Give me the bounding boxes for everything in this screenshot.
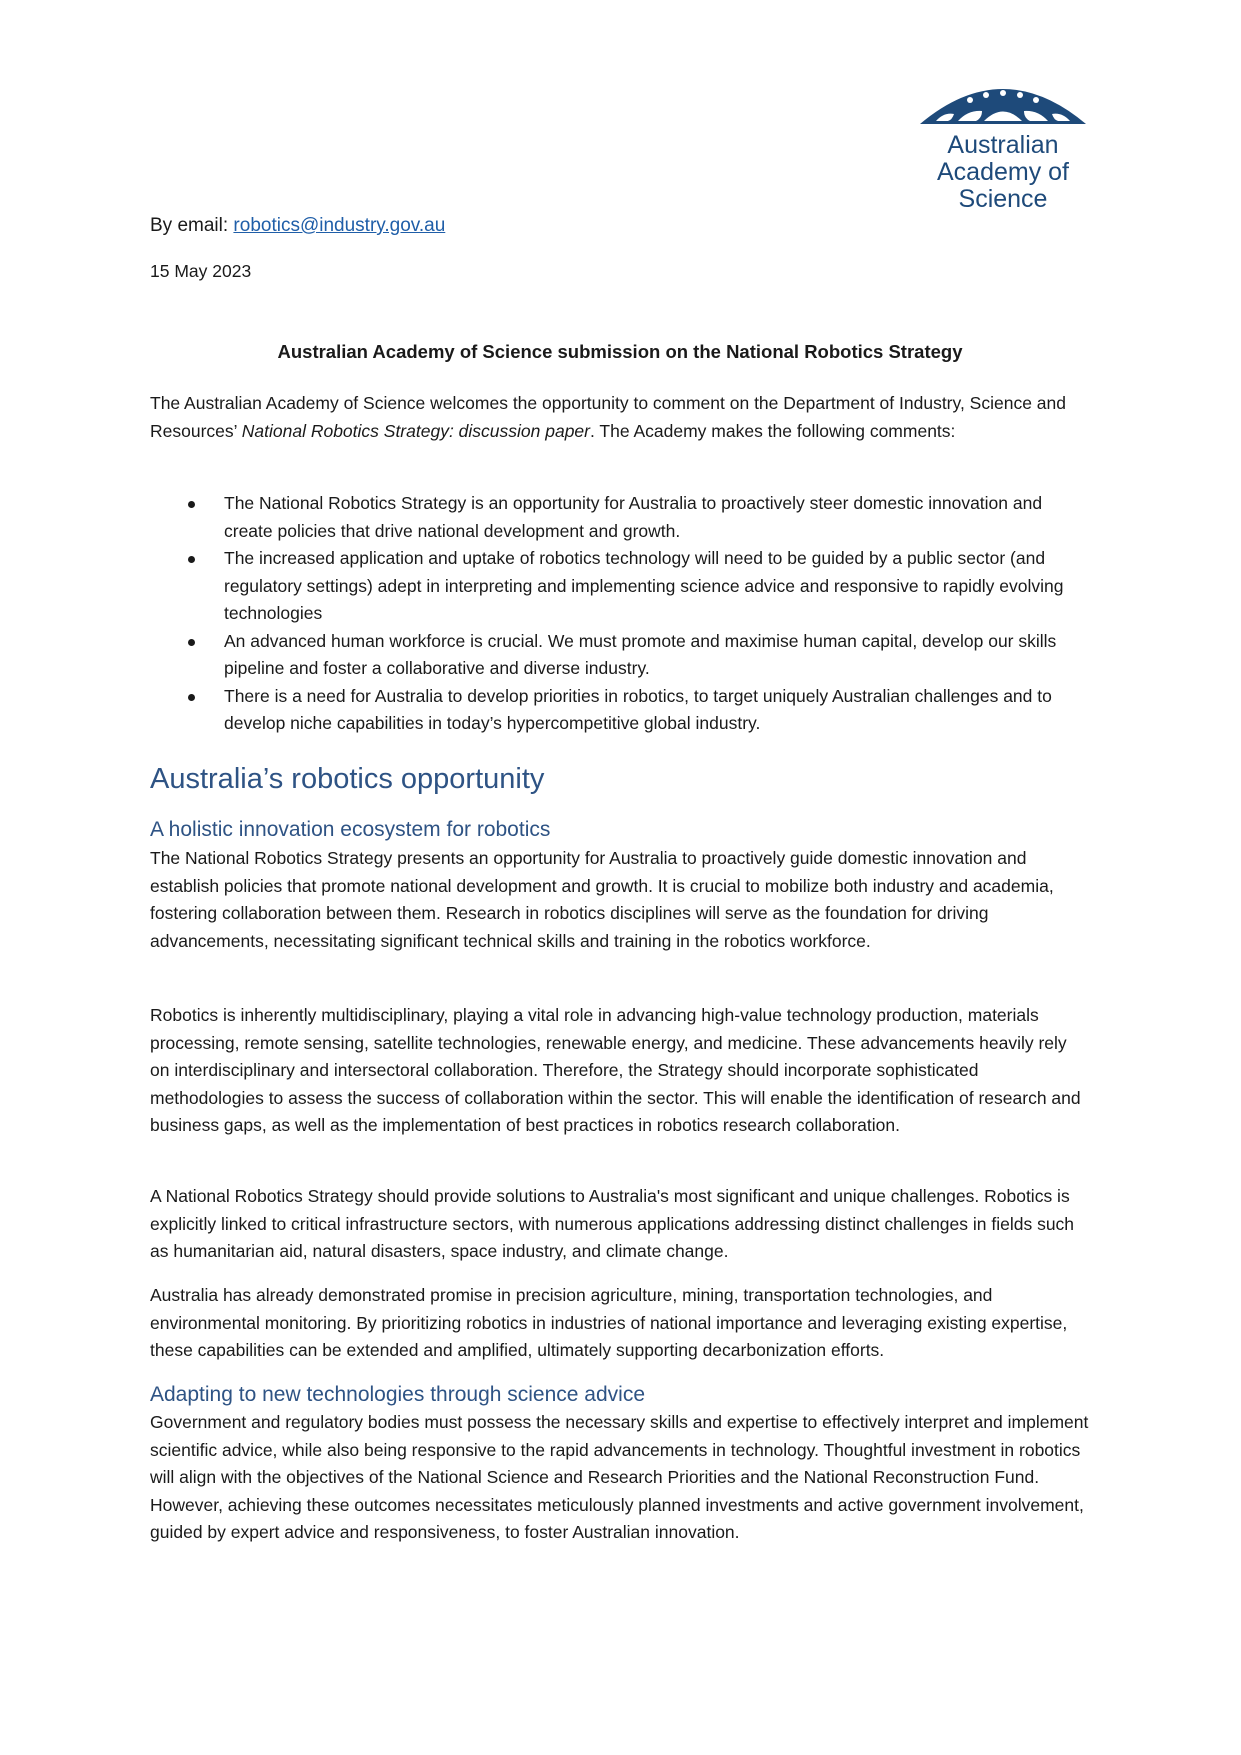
comments-list xyxy=(150,490,1090,738)
subsection-heading-science-advice: Adapting to new technologies through science advice xyxy=(150,1383,645,1406)
logo-line-3: Science xyxy=(958,185,1048,213)
paragraph: Robotics is inherently multidisciplinary, playing a vital role in advancing high-value technology production, materials processing, remote sensing, satellite technologies, renewable energy, and medicine. These advancements heavily rely on interdisciplinary and intersectoral collaboration. Therefore, the Strategy should incorporate sophisticated methodologies to assess the success of collaboration within the sector. This will enable the identification of research and business gaps, as well as the implementation of best practices in robotics research collaboration. xyxy=(150,1005,1081,1135)
list-item-text: An advanced human workforce is crucial. We must promote and maximise human capital, develop our skills pipeline and foster a collaborative and diverse industry. xyxy=(224,630,1057,678)
section-heading: Australia’s robotics opportunity xyxy=(150,763,545,795)
bullet-icon xyxy=(188,501,195,508)
list-item xyxy=(150,490,1090,545)
email-label: By email: xyxy=(150,215,234,236)
paragraph: Government and regulatory bodies must possess the necessary skills and expertise to effectively interpret and implement scientific advice, while also being responsive to the rapid advancements in technology. Thoughtful investment in robotics will align with the objectives of the National Science and Research Priorities and the National Reconstruction Fund. However, achieving these outcomes necessitates meticulously planned investments and active government involvement, guided by expert advice and responsiveness, to foster Australian innovation. xyxy=(150,1412,1089,1542)
list-item-text: The National Robotics Strategy is an opportunity for Australia to proactively steer domestic innovation and create policies that drive national development and growth. xyxy=(224,493,1043,541)
paragraph: Australia has already demonstrated promise in precision agriculture, mining, transportation technologies, and environmental monitoring. By prioritizing robotics in industries of national importance and leveraging existing expertise, these capabilities can be extended and amplified, ultimately supporting decarbonization efforts. xyxy=(150,1285,1068,1360)
intro-text-start: The Australian Academy of Science welcomes the opportunity to comment on the Department of Industry, Science and Resources’ xyxy=(150,393,1066,441)
list-item xyxy=(150,628,1090,683)
logo-wordmark xyxy=(918,132,1088,213)
intro-text-end: . The Academy makes the following comments: xyxy=(590,420,956,441)
logo-line-1: Australian xyxy=(947,131,1059,159)
discussion-paper-title: National Robotics Strategy: discussion paper xyxy=(241,420,590,441)
intro-paragraph xyxy=(150,390,1090,445)
arch-bridge-logo-icon xyxy=(918,76,1088,126)
academy-logo xyxy=(918,76,1088,213)
date: 15 May 2023 xyxy=(150,261,252,281)
bullet-icon xyxy=(188,694,195,701)
email-link[interactable]: robotics@industry.gov.au xyxy=(233,215,446,236)
list-item-text: There is a need for Australia to develop priorities in robotics, to target uniquely Australian challenges and to develop niche capabilities in today’s hypercompetitive global industry. xyxy=(224,685,1052,733)
bullet-icon xyxy=(188,639,195,646)
bullet-icon xyxy=(188,556,195,563)
paragraph: A National Robotics Strategy should provide solutions to Australia's most significant and unique challenges. Robotics is explicitly linked to critical infrastructure sectors, with numerous applications addressing distinct challenges in fields such as humanitarian aid, natural disasters, space industry, and climate change. xyxy=(150,1186,1075,1261)
document-title: Australian Academy of Science submission on the National Robotics Strategy xyxy=(277,341,963,362)
logo-line-2: Academy of xyxy=(936,158,1069,186)
email-line xyxy=(150,212,1090,240)
list-item xyxy=(150,683,1090,738)
list-item-text: The increased application and uptake of robotics technology will need to be guided by a public sector (and regulatory settings) adept in interpreting and implementing science advice and responsive to rapidly evolving technologies xyxy=(224,548,1064,623)
list-item xyxy=(150,545,1090,628)
subsection-heading-ecosystem: A holistic innovation ecosystem for robotics xyxy=(150,818,551,841)
paragraph: The National Robotics Strategy presents an opportunity for Australia to proactively guide domestic innovation and establish policies that promote national development and growth. It is crucial to mobilize both industry and academia, fostering collaboration between them. Research in robotics disciplines will serve as the foundation for driving advancements, necessitating significant technical skills and training in the robotics workforce. xyxy=(150,848,1054,951)
